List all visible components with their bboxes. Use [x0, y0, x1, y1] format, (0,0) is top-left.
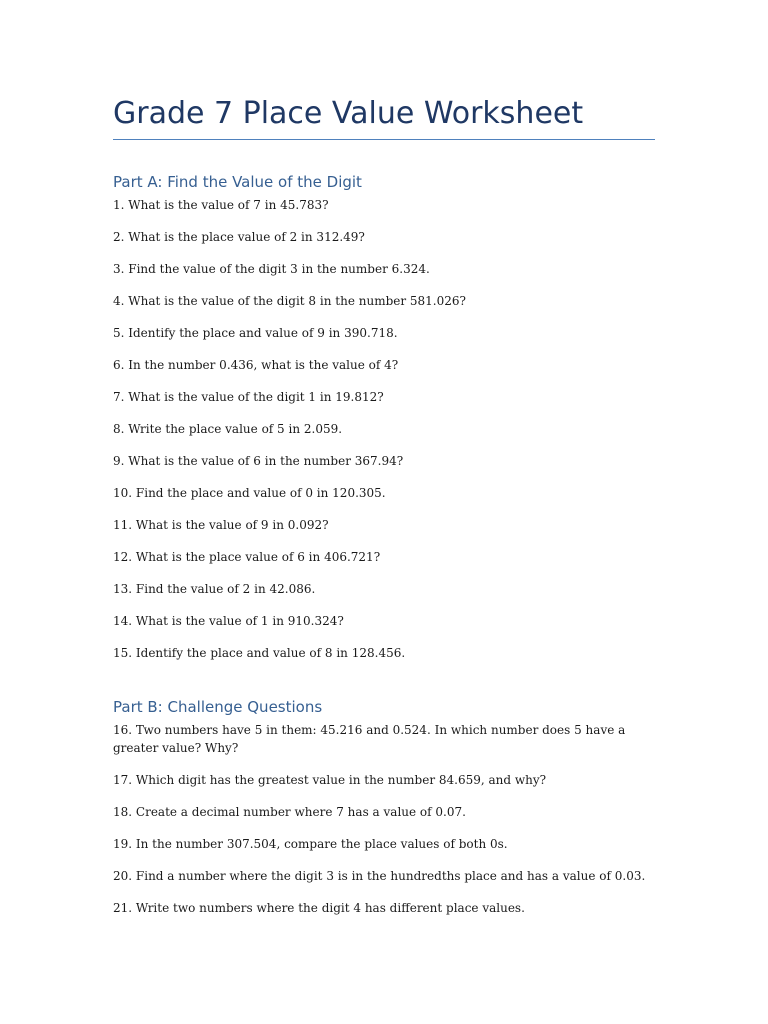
- question-item: 4. What is the value of the digit 8 in the number 581.026?: [113, 294, 466, 308]
- part-a-question-list: [113, 196, 655, 676]
- question-item: 13. Find the value of 2 in 42.086.: [113, 582, 316, 596]
- question-item: 18. Create a decimal number where 7 has a value of 0.07.: [113, 805, 466, 819]
- question-item: 10. Find the place and value of 0 in 120.305.: [113, 486, 386, 500]
- question-item: 1. What is the value of 7 in 45.783?: [113, 198, 329, 212]
- question-item: 20. Find a number where the digit 3 is in the hundredths place and has a value of 0.03.: [113, 869, 646, 883]
- question-item: 16. Two numbers have 5 in them: 45.216 and 0.524. In which number does 5 have a greater value? Why?: [113, 723, 626, 755]
- question-item: 17. Which digit has the greatest value in the number 84.659, and why?: [113, 773, 547, 787]
- question-item: 9. What is the value of 6 in the number 367.94?: [113, 454, 404, 468]
- part-b-question-list: [113, 721, 655, 931]
- question-item: 2. What is the place value of 2 in 312.49?: [113, 230, 365, 244]
- question-item: 12. What is the place value of 6 in 406.721?: [113, 550, 381, 564]
- part-b-heading: Part B: Challenge Questions: [113, 698, 323, 716]
- question-item: 7. What is the value of the digit 1 in 19.812?: [113, 390, 384, 404]
- question-item: 6. In the number 0.436, what is the value of 4?: [113, 358, 399, 372]
- title-divider: [113, 139, 655, 140]
- question-item: 3. Find the value of the digit 3 in the number 6.324.: [113, 262, 430, 276]
- question-item: 5. Identify the place and value of 9 in 390.718.: [113, 326, 398, 340]
- question-item: 15. Identify the place and value of 8 in 128.456.: [113, 646, 406, 660]
- part-a-heading: Part A: Find the Value of the Digit: [113, 173, 362, 191]
- question-item: 21. Write two numbers where the digit 4 has different place values.: [113, 901, 525, 915]
- page-title: Grade 7 Place Value Worksheet: [113, 96, 584, 131]
- question-item: 19. In the number 307.504, compare the place values of both 0s.: [113, 837, 508, 851]
- question-item: 8. Write the place value of 5 in 2.059.: [113, 422, 343, 436]
- question-item: 14. What is the value of 1 in 910.324?: [113, 614, 344, 628]
- question-item: 11. What is the value of 9 in 0.092?: [113, 518, 329, 532]
